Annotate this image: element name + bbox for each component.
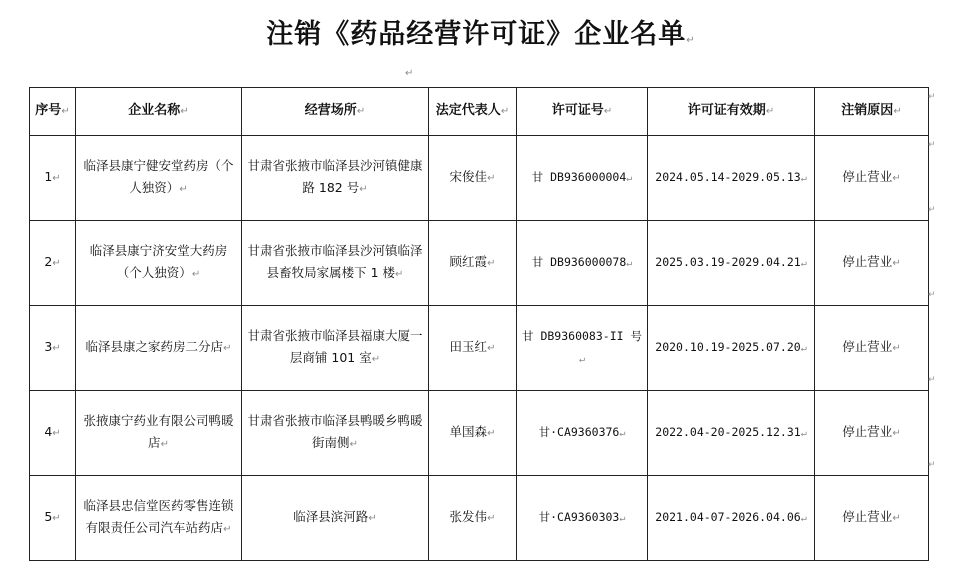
cell-serial: 5↵ <box>30 476 76 561</box>
cell-business-address: 甘肃省张掖市临泽县沙河镇临泽县畜牧局家属楼下 1 楼↵ <box>242 221 429 306</box>
cell-legal-representative: 宋俊佳↵ <box>429 136 517 221</box>
cell-company-name: 临泽县康之家药房二分店↵ <box>76 306 242 391</box>
cell-legal-representative: 单国森↵ <box>429 391 517 476</box>
table-row <box>30 221 929 306</box>
table-header-row <box>30 88 929 136</box>
cell-legal-representative: 张发伟↵ <box>429 476 517 561</box>
cell-serial: 3↵ <box>30 306 76 391</box>
cell-license-validity: 2022.04-20-2025.12.31↵ <box>648 391 815 476</box>
cell-license-number: 甘·CA9360376↵ <box>517 391 648 476</box>
cell-license-number: 甘 DB936000078↵ <box>517 221 648 306</box>
header-license-number: 许可证号↵ <box>517 88 648 136</box>
header-company-name: 企业名称↵ <box>76 88 242 136</box>
paragraph-mark-icon: ↵ <box>405 68 414 79</box>
header-license-validity: 许可证有效期↵ <box>648 88 815 136</box>
header-legal-representative: 法定代表人↵ <box>429 88 517 136</box>
cell-serial: 4↵ <box>30 391 76 476</box>
row-end-mark-icon: ↵ <box>928 460 936 470</box>
cell-business-address: 临泽县滨河路↵ <box>242 476 429 561</box>
cell-license-validity: 2024.05.14-2029.05.13↵ <box>648 136 815 221</box>
header-business-address: 经营场所↵ <box>242 88 429 136</box>
cell-cancellation-reason: 停止营业↵ <box>815 306 929 391</box>
cell-legal-representative: 顾红霞↵ <box>429 221 517 306</box>
license-cancellation-table <box>29 87 929 561</box>
cell-business-address: 甘肃省张掖市临泽县沙河镇健康路 182 号↵ <box>242 136 429 221</box>
row-end-mark-icon: ↵ <box>928 92 936 102</box>
paragraph-mark-icon: ↵ <box>686 35 696 46</box>
header-cancellation-reason: 注销原因↵ <box>815 88 929 136</box>
row-end-mark-icon: ↵ <box>928 140 936 150</box>
cell-legal-representative: 田玉红↵ <box>429 306 517 391</box>
cell-cancellation-reason: 停止营业↵ <box>815 136 929 221</box>
cell-license-number: 甘 DB936000004↵ <box>517 136 648 221</box>
row-end-mark-icon: ↵ <box>928 375 936 385</box>
cell-cancellation-reason: 停止营业↵ <box>815 476 929 561</box>
cell-company-name: 张掖康宁药业有限公司鸭暖店↵ <box>76 391 242 476</box>
cell-license-validity: 2021.04-07-2026.04.06↵ <box>648 476 815 561</box>
cell-cancellation-reason: 停止营业↵ <box>815 391 929 476</box>
cell-license-validity: 2020.10.19-2025.07.20↵ <box>648 306 815 391</box>
row-end-mark-icon: ↵ <box>928 205 936 215</box>
cell-license-number: 甘 DB9360083-II 号↵ <box>517 306 648 391</box>
cell-license-validity: 2025.03.19-2029.04.21↵ <box>648 221 815 306</box>
cell-license-number: 甘·CA9360303↵ <box>517 476 648 561</box>
table-row <box>30 306 929 391</box>
row-end-mark-icon: ↵ <box>928 290 936 300</box>
cell-cancellation-reason: 停止营业↵ <box>815 221 929 306</box>
cell-company-name: 临泽县康宁济安堂大药房（个人独资）↵ <box>76 221 242 306</box>
cell-serial: 1↵ <box>30 136 76 221</box>
cell-business-address: 甘肃省张掖市临泽县福康大厦一层商铺 101 室↵ <box>242 306 429 391</box>
document-title <box>0 12 962 51</box>
cell-company-name: 临泽县康宁健安堂药房（个人独资）↵ <box>76 136 242 221</box>
table-row <box>30 476 929 561</box>
cell-business-address: 甘肃省张掖市临泽县鸭暖乡鸭暖街南侧↵ <box>242 391 429 476</box>
cell-company-name: 临泽县忠信堂医药零售连锁有限责任公司汽车站药店↵ <box>76 476 242 561</box>
table-row <box>30 136 929 221</box>
cell-serial: 2↵ <box>30 221 76 306</box>
header-serial: 序号↵ <box>30 88 76 136</box>
document-title-text: 注销《药品经营许可证》企业名单 <box>266 19 687 50</box>
table-row <box>30 391 929 476</box>
